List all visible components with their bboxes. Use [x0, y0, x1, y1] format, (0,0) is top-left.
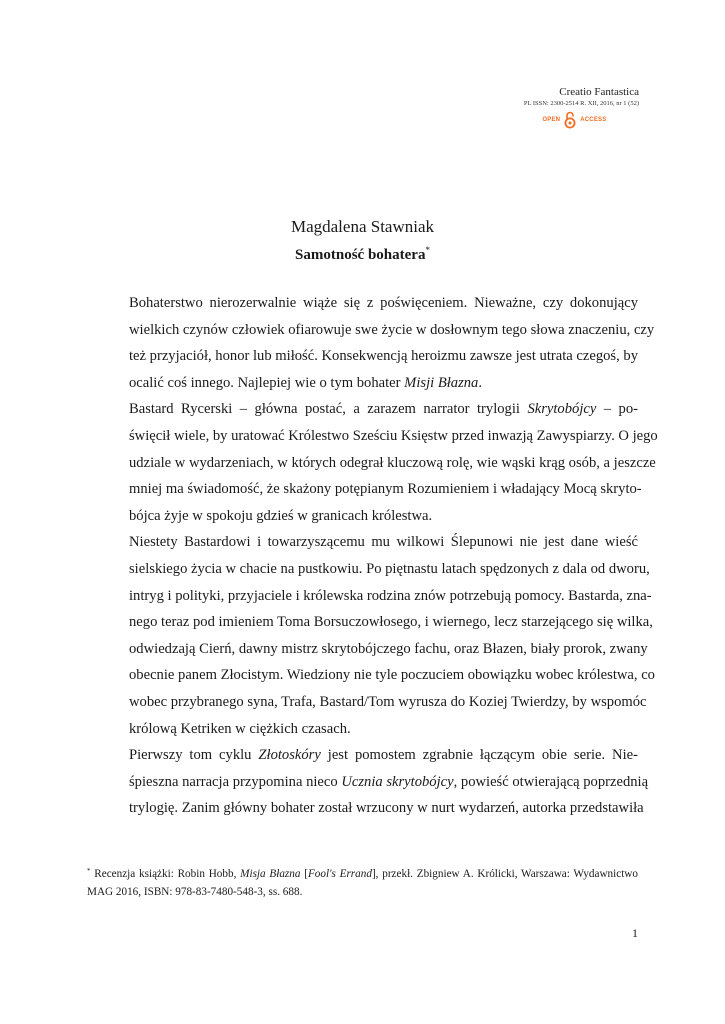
paragraph-3: [87, 529, 655, 742]
text-line: mniej ma świadomość, że skażony potępianym Rozumieniem i władający Mocą skryto-: [129, 481, 642, 498]
text-line: wielkich czynów człowiek ofiarowuje swe życie w dosłownym tego słowa znaczeniu, czy: [129, 321, 655, 338]
text-line: sielskiego życia w chacie na pustkowiu. Po piętnastu latach spędzonych z dala od dworu,: [129, 560, 650, 577]
title-footnote-mark: *: [425, 245, 430, 255]
open-access-right-label: ACCESS: [580, 117, 607, 123]
text-span: – po-: [596, 401, 638, 418]
text-span: ocalić coś innego. Najlepiej wie o tym bohater: [129, 374, 405, 391]
text-line: święcił wiele, by uratować Królestwo Sześciu Księstw przed inwazją Zawyspiarzy. O jego: [129, 427, 658, 444]
text-line: [87, 769, 649, 796]
paragraph-4: [87, 742, 649, 822]
text-line: [87, 396, 638, 423]
paragraph-1: [87, 290, 655, 396]
open-access-badge: [524, 111, 625, 129]
footnote-text: ], przekł. Zbigniew A. Królicki, Warszawa: Wydawnictwo MAG 2016, ISBN: 978-83-7480-548-3, ss. 688.: [87, 868, 638, 898]
text-line: Niestety Bastardowi i towarzyszącemu mu wilkowi Ślepunowi nie jest dane wieść: [129, 534, 638, 551]
footnote-text: [: [300, 868, 308, 880]
journal-header: [524, 86, 639, 129]
page-number: 1: [632, 926, 638, 940]
open-access-left-label: OPEN: [542, 117, 561, 123]
text-line: odwiedzają Cierń, dawny mistrz skrytobójczego fachu, oraz Błazen, biały prorok, zwany: [129, 640, 648, 657]
open-access-lock-icon: [564, 111, 576, 129]
book-title-ucznia-skrytobojcy: Ucznia skrytobójcy: [341, 773, 454, 790]
journal-issn: PL ISSN: 2300-2514 R. XII, 2016, nr 1 (52): [523, 100, 639, 107]
text-line: Bohaterstwo nierozerwalnie wiąże się z poświęceniem. Nieważne, czy dokonujący: [129, 295, 638, 311]
book-title-skrytobojcy: Skrytobójcy: [527, 401, 597, 418]
book-title-misja-blazna: Misji Błazna: [404, 374, 479, 391]
book-title-zlotoskory: Złotoskóry: [258, 747, 321, 764]
text-span: .: [478, 374, 483, 391]
text-line: królową Ketriken w ciężkich czasach.: [129, 720, 351, 737]
text-span: jest pomostem zgrabnie łączącym obie serie. Nie-: [320, 747, 638, 764]
text-span: śpieszna narracja przypomina nieco: [129, 773, 342, 790]
article-title: [0, 245, 725, 264]
text-line: bójca żyje w spokoju gdzieś w granicach królestwa.: [129, 507, 433, 524]
text-line: intryg i polityki, przyjaciele i królewska rodzina znów potrzebują pomocy. Bastarda, zna-: [129, 587, 652, 604]
text-line: udziale w wydarzeniach, w których odegrał kluczową rolę, wie wąski krąg osób, a jeszcze: [129, 454, 656, 471]
text-span: Pierwszy tom cyklu: [129, 747, 259, 764]
text-line: też przyjaciół, honor lub miłość. Konsekwencją heroizmu zawsze jest utrata czegoś, by: [129, 348, 638, 365]
footnote-text: Recenzja książki: Robin Hobb,: [90, 868, 241, 880]
text-line: trylogię. Zanim główny bohater został wrzucony w nurt wydarzeń, autorka przedstawiła: [129, 800, 644, 817]
text-line: [87, 370, 638, 397]
paragraph-2: [87, 396, 658, 529]
footnote: [87, 862, 638, 901]
author-name: Magdalena Stawniak: [290, 217, 435, 236]
article-title-text: Samotność bohatera: [295, 247, 426, 263]
journal-name: Creatio Fantastica: [559, 86, 639, 98]
text-span: Bastard Rycerski – główna postać, a zarazem narrator trylogii: [129, 401, 528, 418]
footnote-original-title: Fool's Errand: [307, 868, 372, 880]
text-span: , powieść otwierającą poprzednią: [453, 773, 649, 790]
footnote-mark: *: [87, 867, 91, 875]
text-line: [87, 742, 638, 769]
article-body: [87, 290, 658, 822]
text-line: wobec przybranego syna, Trafa, Bastard/Tom wyrusza do Koziej Twierdzy, by wspomóc: [129, 693, 647, 710]
footnote-book-title: Misja Błazna: [240, 868, 301, 880]
text-line: nego teraz pod imieniem Toma Borsuczowłosego, i wiernego, lecz starzejącego się wilka,: [129, 614, 653, 631]
text-line: obecnie panem Złocistym. Wiedziony nie tyle poczuciem obowiązku wobec królestwa, co: [129, 667, 655, 684]
